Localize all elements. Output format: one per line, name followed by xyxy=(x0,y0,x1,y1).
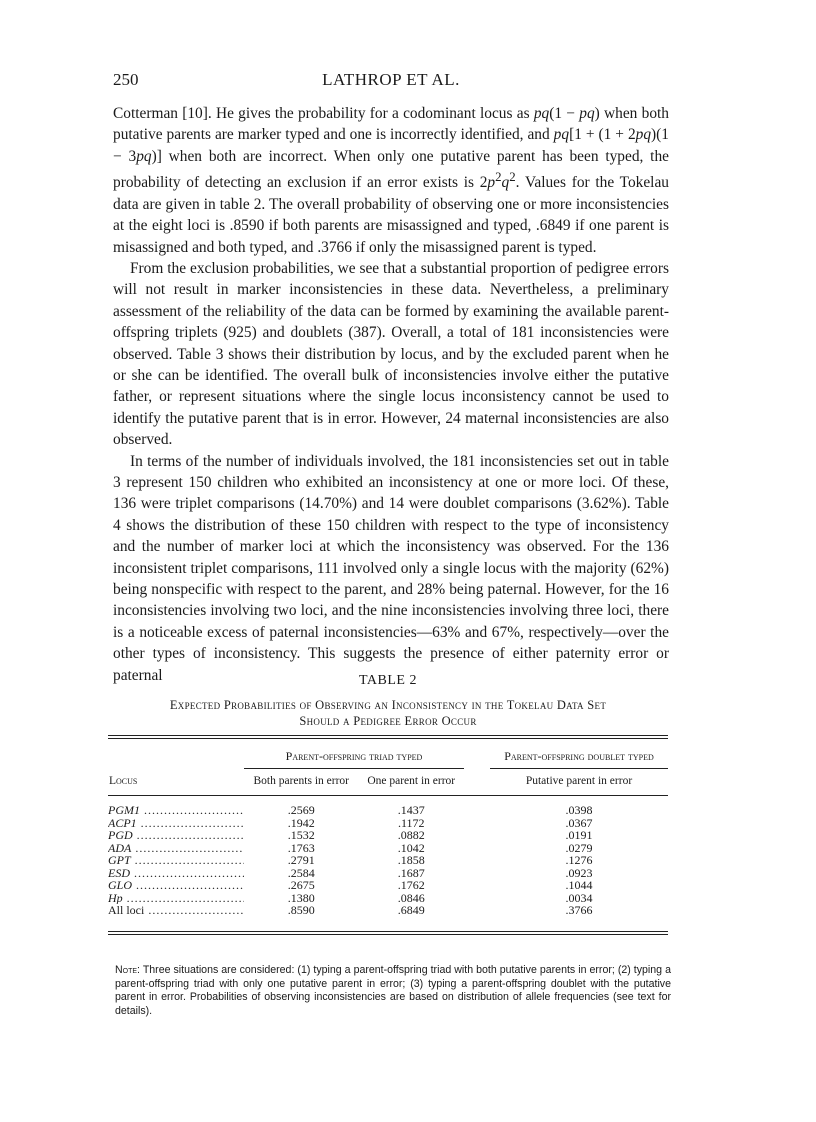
value-putative: .1044 xyxy=(565,878,593,892)
probability-table xyxy=(108,739,668,925)
table-row xyxy=(108,854,668,867)
locus-name: GPT ..... xyxy=(108,854,244,867)
value-both: .1763 xyxy=(287,840,315,855)
math-run: pq xyxy=(553,126,570,144)
locus-name: GLO ..... xyxy=(108,879,244,892)
text-run: )(1 − 3 xyxy=(113,126,669,165)
table-bottom-rule xyxy=(108,931,668,935)
value-putative: .0398 xyxy=(565,803,593,817)
table-column-header xyxy=(108,769,668,796)
value-putative: .3766 xyxy=(565,903,593,917)
locus-name: ADA ..... xyxy=(108,842,244,855)
locus-name: PGM1 ..... xyxy=(108,804,244,817)
value-both: .8590 xyxy=(287,903,315,917)
value-putative: .0367 xyxy=(565,815,593,830)
header-doublet-typed: Parent-offspring doublet typed xyxy=(490,739,668,769)
text-run: (1 − xyxy=(549,105,580,122)
value-putative: .0191 xyxy=(565,828,593,842)
value-both: .1532 xyxy=(287,828,315,842)
value-both: .2584 xyxy=(287,865,315,880)
math-run: pq xyxy=(533,105,550,122)
value-putative: .1276 xyxy=(565,853,593,867)
table-2 xyxy=(108,672,668,935)
value-one: .1687 xyxy=(397,865,425,880)
locus-name: All loci ..... xyxy=(108,904,244,917)
locus-name: ACP1 ..... xyxy=(108,817,244,830)
value-one: .0846 xyxy=(397,890,425,905)
value-both: .1942 xyxy=(287,815,315,830)
table-group-header xyxy=(108,739,668,769)
table-caption-line: Expected Probabilities of Observing an Inconsistency in the Tokelau Data Set xyxy=(169,698,607,712)
header-gap xyxy=(464,769,490,796)
paragraph-2: From the exclusion probabilities, we see that a substantial proportion of pedigree errors will not result in marker inconsistencies in these data. Nevertheless, a preliminary assessment of the reliability of the data can be formed by examining the available parent-offspring triplets (925) and doublets (387). Overall, a total of 181 inconsistencies were observed. Table 3 shows their distribution by locus, and by the excluded parent when he or she can be identified. The overall bulk of inconsistencies involve either the putative father, or represent situations where the single locus inconsistency cannot be used to identify the putative parent that is in error. However, 24 maternal inconsistencies are also observed. xyxy=(113,259,669,449)
table-label: TABLE 2 xyxy=(359,673,417,688)
header-both-parents: Both parents in error xyxy=(253,775,349,787)
header-spacer xyxy=(108,739,244,769)
running-title: LATHROP ET AL. xyxy=(322,70,460,89)
table-row-total xyxy=(108,904,668,925)
note-text: Three situations are considered: (1) typing a parent-offspring triad with both putative parents in error; (2) typing a parent-offspring triad with only one putative parent in error; (3) typing a parent-offspring doublet with the putative parent in error. Probabilities of observing inconsistencies are based on distribution of allele frequencies (see text for details). xyxy=(115,964,671,1017)
math-run: pq xyxy=(635,126,652,144)
value-both: .2675 xyxy=(287,878,315,892)
header-one-parent: One parent in error xyxy=(367,775,456,787)
table-row xyxy=(108,879,668,892)
page-number: 250 xyxy=(113,70,139,89)
locus-name: PGD ..... xyxy=(108,829,244,842)
value-putative: .0923 xyxy=(565,865,593,880)
table-caption-line: Should a Pedigree Error Occur xyxy=(299,714,477,728)
paragraph-3: In terms of the number of individuals involved, the 181 inconsistencies set out in table 3 represent 150 children who exhibited an inconsistency at one or more loci. Of these, 136 were triplet comparisons (14.70%) and 14 were doublet comparisons (3.62%). Table 4 shows the distribution of these 150 children with respect to the type of inconsistency and the number of marker loci at which the inconsistency was observed. For the 136 inconsistent triplet comparisons, 111 involved only a single locus with the majority (62%) being nonspecific with respect to the parent, and 28% being paternal. However, for the 16 inconsistencies involving two loci, and the nine inconsistencies involving three loci, there is a noticeable excess of paternal inconsistencies—63% and 67%, respectively—over the other types of inconsistency. This suggests the presence of either paternity error or paternal xyxy=(113,452,669,684)
header-triad-typed: Parent-offspring triad typed xyxy=(244,739,464,769)
value-one: .1437 xyxy=(397,803,425,817)
text-run: Cotterman [10]. He gives the probability for a codominant locus as xyxy=(113,105,534,122)
value-one: .6849 xyxy=(397,903,425,917)
superscript: 2 xyxy=(509,170,516,185)
table-row xyxy=(108,796,668,817)
locus-name: ESD ..... xyxy=(108,867,244,880)
text-run: ) when both putative parents are marker typed and one is incorrectly identified, and xyxy=(113,105,669,144)
value-both: .2569 xyxy=(287,803,315,817)
superscript: 2 xyxy=(495,170,502,185)
running-head xyxy=(113,70,669,92)
table-row xyxy=(108,829,668,842)
math-run: pq xyxy=(136,147,152,165)
note-label: Note: xyxy=(115,964,140,976)
value-both: .2791 xyxy=(287,853,315,867)
text-run: . Values for the Tokelau data are given in table 2. The overall probability of observing one or more inconsistencies at the eight loci is .8590 if both parents are misassigned and typed, .6849 if one parent is misassigned and both typed, and .3766 if only the misassigned parent is typed. xyxy=(113,174,669,256)
paragraph-1 xyxy=(113,103,669,258)
value-one: .1858 xyxy=(397,853,425,867)
header-putative-parent: Putative parent in error xyxy=(525,775,633,787)
value-putative: .0279 xyxy=(565,840,593,855)
value-one: .0882 xyxy=(397,828,425,842)
text-run: [1 + (1 + 2 xyxy=(569,126,636,144)
math-run: q xyxy=(501,174,510,192)
value-one: .1172 xyxy=(397,815,425,830)
text-run: )] when both are incorrect. When only one putative parent has been typed, the probability of detecting an exclusion if an error exists is 2 xyxy=(113,147,669,192)
table-caption xyxy=(108,697,668,729)
locus-name: Hp ..... xyxy=(108,892,244,905)
body-text xyxy=(113,103,669,686)
header-locus: Locus xyxy=(109,774,138,787)
math-run: p xyxy=(487,174,496,192)
value-one: .1762 xyxy=(397,878,425,892)
value-one: .1042 xyxy=(397,840,425,855)
table-note xyxy=(115,964,671,1018)
math-run: pq xyxy=(579,105,595,122)
value-both: .1380 xyxy=(287,890,315,905)
header-gap xyxy=(464,739,490,769)
value-putative: .0034 xyxy=(565,890,593,905)
